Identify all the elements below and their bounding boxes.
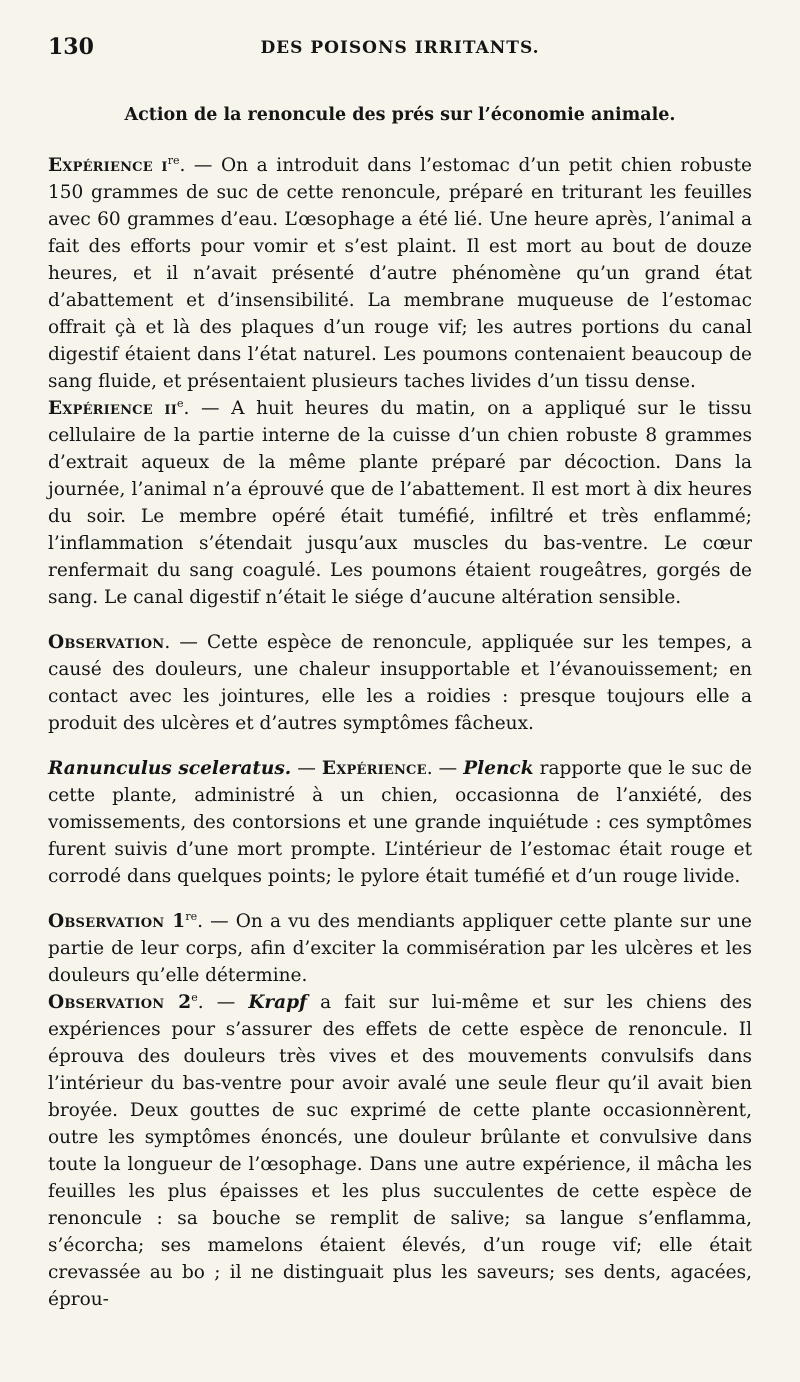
paragraph-text: . — A huit heures du matin, on a appliqué sur le tissu cellulaire de la partie interne de la cuisse d’un chien robuste 8 grammes d’extrait aqueux de la même plante préparé par décoction. Dans la journée, l’animal n’a éprouvé que de l’abattement. Il est mort à dix heures du soir. Le membre opéré était tuméfié, infiltré et très enflammé; l’inflammation s’étendait jusqu’aux muscles du bas-ventre. Le cœur renfermait du sang coagulé. Les poumons étaient rougeâtres, gorgés de sang. Le canal digestif n’était le siége d’aucune altération sensible. (48, 398, 752, 608)
author-name: Plenck (463, 758, 534, 779)
dash: . — (426, 758, 464, 779)
section-title: Action de la renoncule des prés sur l’économie animale. (124, 105, 676, 125)
ordinal: 1 (164, 911, 186, 932)
paragraph-observation-1 (48, 908, 752, 989)
ordinal-suffix: e (176, 396, 184, 410)
author-name: Krapf (248, 992, 308, 1013)
page-header (48, 34, 752, 64)
lead-word: Expérience (321, 758, 427, 779)
lead-word: Observation (48, 911, 165, 932)
ordinal: 2 (164, 992, 192, 1013)
lead-word: Expérience (48, 155, 153, 176)
page-number: 130 (48, 34, 94, 60)
ordinal-suffix: re (185, 909, 198, 923)
lead-word: Observation (48, 992, 165, 1013)
dash: — (291, 758, 322, 779)
ordinal: ii (164, 398, 177, 419)
lead-word: Expérience (48, 398, 153, 419)
paragraph-experience-2 (48, 395, 752, 611)
paragraph-text: . — On a introduit dans l’estomac d’un petit chien robuste 150 grammes de suc de cette renoncule, préparé en triturant les feuilles avec 60 grammes d’eau. L’œsophage a été lié. Une heure après, l’animal a fait des efforts pour vomir et s’est plaint. Il est mort au bout de douze heures, et il n’avait présenté d’autre phénomène qu’un grand état d’abattement et d’insensibilité. La membrane muqueuse de l’estomac offrait çà et là des plaques d’un rouge vif; les autres portions du canal digestif étaient dans l’état naturel. Les poumons contenaient beaucoup de sang fluide, et présentaient plusieurs taches livides d’un tissu dense. (48, 155, 752, 392)
ordinal: i (161, 155, 168, 176)
paragraph-text: rapporte que le suc de cette plante, administré à un chien, occasionna de l’anxiété, des vomissements, des contorsions et une grande inquiétude : ces symptômes furent suivis d’une mort prompte. L’intérieur de l’estomac était rouge et corrodé dans quelques points; le pylore était tuméfié et d’un rouge livide. (48, 758, 752, 887)
running-title: DES POISONS IRRITANTS. (260, 38, 540, 58)
lead-word: Observation (48, 632, 165, 653)
paragraph-observation-2 (48, 989, 752, 1313)
paragraph-experience-1 (48, 152, 752, 395)
species-name: Ranunculus sceleratus. (48, 758, 292, 779)
dash: . — (197, 992, 249, 1013)
paragraph-observation (48, 629, 752, 737)
ordinal-suffix: re (167, 153, 180, 167)
ordinal-suffix: e (191, 990, 198, 1004)
page-body (48, 100, 752, 1313)
paragraph-text: . — Cette espèce de renoncule, appliquée sur les tempes, a causé des douleurs, une chaleur insupportable et l’évanouissement; en contact avec les jointures, elle les a roidies : presque toujours elle a produit des ulcères et d’autres symptômes fâcheux. (48, 632, 752, 734)
paragraph-text: . — On a vu des mendiants appliquer cette plante sur une partie de leur corps, afin d’exciter la commisération par les ulcères et les douleurs qu’elle détermine. (48, 911, 752, 986)
paragraph-text: a fait sur lui-même et sur les chiens des expériences pour s’assurer des effets de cette espèce de renoncule. Il éprouva des douleurs très vives et des mouvements convulsifs dans l’intérieur du bas-ventre pour avoir avalé une seule fleur qu’il avait bien broyée. Deux gouttes de suc exprimé de cette plante occasionnèrent, outre les symptômes énoncés, une douleur brûlante et convulsive dans toute la longueur de l’œsophage. Dans une autre expérience, il mâcha les feuilles les plus épaisses et les plus succulentes de cette espèce de renoncule : sa bouche se remplit de salive; sa langue s’enflamma, s’écorcha; ses mamelons étaient élevés, d’un rouge vif; elle était crevassée au bo ; il ne distinguait plus les saveurs; ses dents, agacées, éprou- (48, 992, 752, 1310)
paragraph-ranunculus-sceleratus (48, 755, 752, 890)
